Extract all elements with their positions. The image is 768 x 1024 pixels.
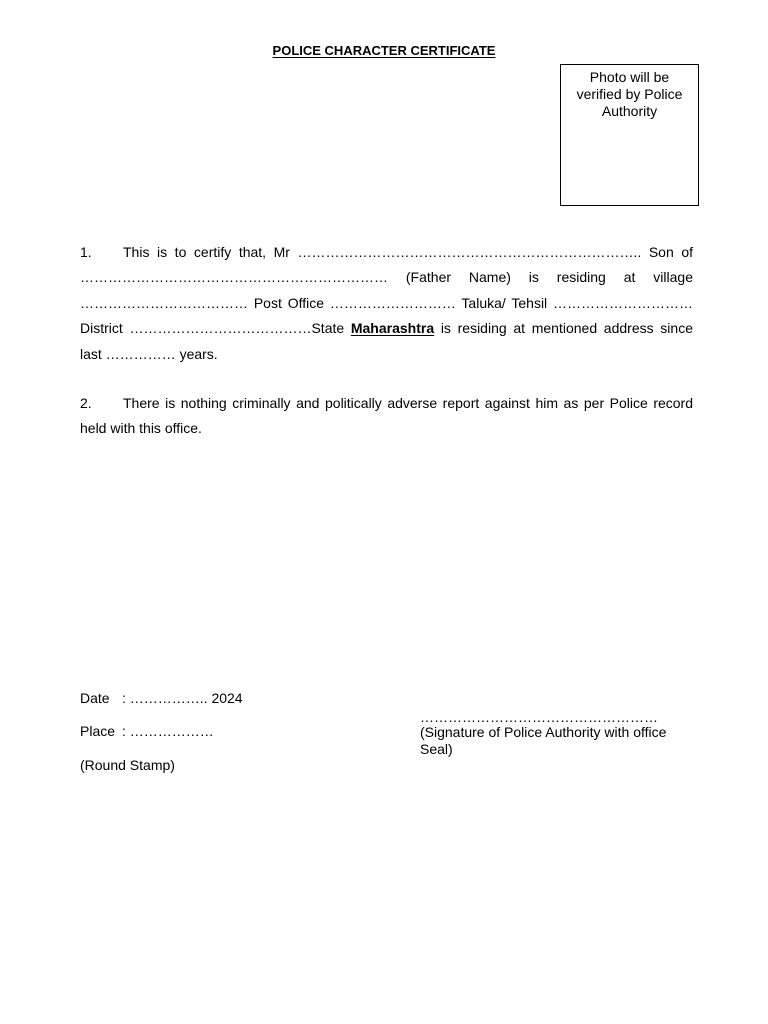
state-value: Maharashtra (350, 320, 435, 337)
date-field (80, 690, 243, 706)
paragraph-2 (80, 391, 693, 442)
place-value: : ……………… (122, 723, 214, 739)
place-label: Place (80, 723, 116, 739)
paragraph-2-number: 2. (80, 395, 92, 411)
place-field (80, 723, 214, 739)
title-text: POLICE CHARACTER CERTIFICATE (272, 43, 496, 58)
paragraph-1-number: 1. (80, 244, 92, 260)
date-value: : …………….. 2024 (122, 690, 243, 706)
photo-box-text: Photo will be verified by Police Authority (576, 69, 683, 119)
date-label: Date (80, 690, 110, 706)
paragraph-1-text: This is to certify that, Mr ……………………………………………………………….. Son of ………………………………………………………… (Father Name) is residing at village ……………………………… Post Office ……………………… Taluka/ Tehsil ………………………… District …………………………………State (80, 244, 693, 337)
round-stamp-label: (Round Stamp) (80, 757, 175, 773)
paragraph-1-text-end: is residing at mentioned address since last …………… years. (80, 320, 693, 362)
paragraph-2-text: There is nothing criminally and politically adverse report against him as per Police record held with this office. (80, 395, 693, 437)
signature-caption: (Signature of Police Authority with office Seal) (420, 724, 667, 757)
photo-box (560, 64, 699, 206)
page-title (0, 43, 768, 58)
signature-line: …………………………………………… (420, 709, 658, 725)
paragraph-1 (80, 240, 693, 367)
